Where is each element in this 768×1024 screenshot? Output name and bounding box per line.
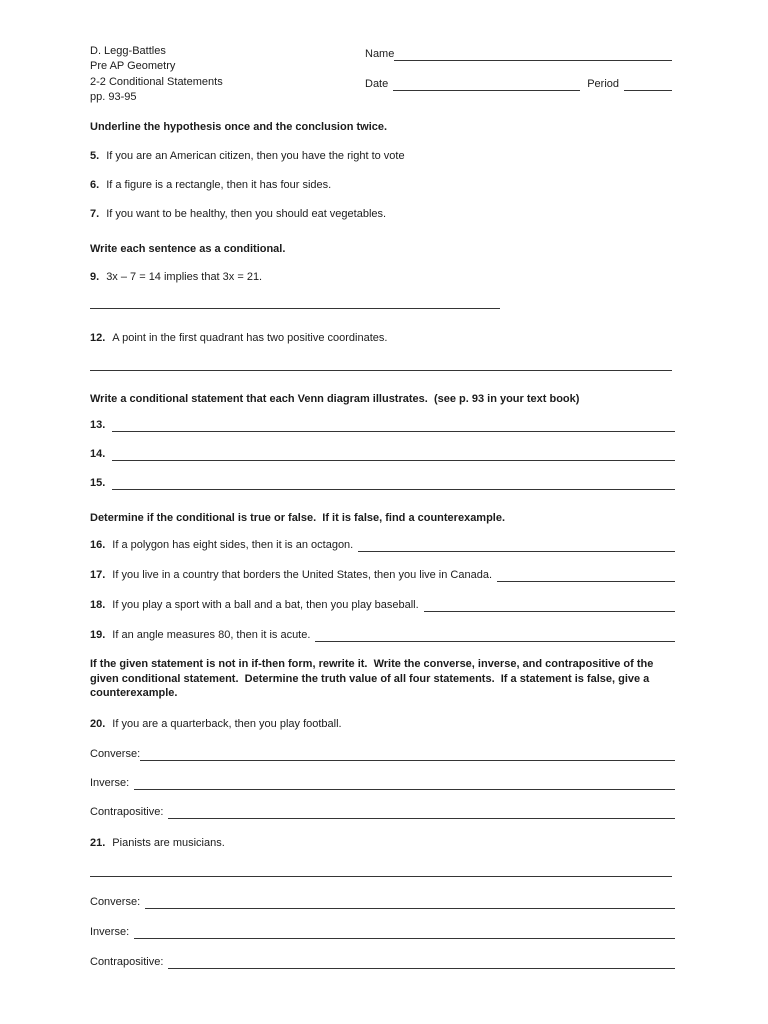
- name-blank-line: [394, 48, 672, 61]
- question-text: A point in the first quadrant has two positive coordinates.: [112, 332, 388, 344]
- header-course: Pre AP Geometry: [90, 60, 176, 73]
- question-17: [90, 567, 675, 582]
- question-text: 3x – 7 = 14 implies that 3x = 21.: [106, 271, 263, 283]
- contrapositive-row-20: [90, 804, 675, 819]
- question-9: [90, 270, 675, 284]
- question-21: [90, 836, 675, 850]
- question-text: If you live in a country that borders the United States, then you live in Canada.: [112, 569, 493, 581]
- question-number: 7.: [90, 208, 100, 220]
- question-number: 19.: [90, 629, 106, 641]
- question-6: [90, 178, 675, 192]
- question-7: [90, 207, 675, 221]
- inverse-label: Inverse:: [90, 926, 130, 938]
- question-text: If you want to be healthy, then you should eat vegetables.: [106, 208, 387, 220]
- header-pages: pp. 93-95: [90, 91, 137, 104]
- question-text: If you are a quarterback, then you play football.: [112, 718, 342, 730]
- contrapositive-label: Contrapositive:: [90, 806, 164, 818]
- section-heading-truefalse: Determine if the conditional is true or false. If it is false, find a counterexample.: [90, 512, 506, 524]
- question-number: 9.: [90, 271, 100, 283]
- name-label: Name: [365, 48, 395, 60]
- question-14: [90, 446, 675, 461]
- converse-row-21: [90, 894, 675, 909]
- inverse-blank-line-21: [134, 926, 675, 939]
- header-left-block: [90, 44, 390, 106]
- question-number: 20.: [90, 718, 106, 730]
- answer-blank-line-16: [358, 539, 675, 552]
- question-number: 14.: [90, 448, 106, 460]
- question-13: [90, 417, 675, 432]
- date-blank-line: [393, 78, 580, 91]
- question-15: [90, 475, 675, 490]
- question-20: [90, 717, 675, 731]
- period-label: Period: [587, 78, 619, 90]
- header-assignment: 2-2 Conditional Statements: [90, 75, 223, 88]
- question-19: [90, 627, 675, 642]
- inverse-row-21: [90, 924, 675, 939]
- question-number: 17.: [90, 569, 106, 581]
- name-row: [365, 46, 672, 61]
- question-text: If you play a sport with a ball and a bat, then you play baseball.: [112, 599, 419, 611]
- inverse-blank-line-20: [134, 777, 675, 790]
- question-number: 13.: [90, 419, 106, 431]
- rewrite-blank-line-21: [90, 876, 672, 877]
- question-text: If a figure is a rectangle, then it has four sides.: [106, 179, 332, 191]
- contrapositive-label: Contrapositive:: [90, 956, 164, 968]
- answer-blank-line-18: [424, 599, 675, 612]
- converse-label: Converse:: [90, 748, 141, 760]
- header-author: D. Legg-Battles: [90, 45, 166, 57]
- section-heading-conditional: Write each sentence as a conditional.: [90, 243, 286, 255]
- question-16: [90, 537, 675, 552]
- contrapositive-blank-line-20: [168, 806, 675, 819]
- answer-blank-line-17: [497, 569, 675, 582]
- converse-label: Converse:: [90, 896, 141, 908]
- converse-blank-line-20: [140, 748, 675, 761]
- question-12: [90, 331, 675, 345]
- answer-blank-line-19: [315, 629, 675, 642]
- answer-blank-line-15: [112, 477, 675, 490]
- question-5: [90, 149, 675, 163]
- question-number: 5.: [90, 150, 100, 162]
- question-number: 15.: [90, 477, 106, 489]
- section-heading-rewrite: If the given statement is not in if-then form, rewrite it. Write the converse, inverse, and contrapositive of the given conditional statement. Determine the truth value of all four statements. If a statement is false, give a counterexample.: [90, 658, 657, 699]
- converse-blank-line-21: [145, 896, 675, 909]
- question-number: 16.: [90, 539, 106, 551]
- answer-blank-line-14: [112, 448, 675, 461]
- question-18: [90, 597, 675, 612]
- question-text: Pianists are musicians.: [112, 837, 225, 849]
- contrapositive-row-21: [90, 954, 675, 969]
- answer-blank-line-13: [112, 419, 675, 432]
- inverse-label: Inverse:: [90, 777, 130, 789]
- inverse-row-20: [90, 775, 675, 790]
- question-number: 6.: [90, 179, 100, 191]
- converse-row-20: [90, 746, 675, 761]
- question-number: 21.: [90, 837, 106, 849]
- period-blank-line: [624, 78, 672, 91]
- answer-blank-line-12: [90, 370, 672, 371]
- date-period-row: [365, 76, 672, 91]
- contrapositive-blank-line-21: [168, 956, 675, 969]
- question-text: If a polygon has eight sides, then it is an octagon.: [112, 539, 354, 551]
- question-number: 12.: [90, 332, 106, 344]
- question-text: If an angle measures 80, then it is acute.: [112, 629, 311, 641]
- date-label: Date: [365, 78, 389, 90]
- question-text: If you are an American citizen, then you have the right to vote: [106, 150, 405, 162]
- section-heading-venn: Write a conditional statement that each Venn diagram illustrates. (see p. 93 in your text book): [90, 393, 580, 405]
- section-heading-underline: Underline the hypothesis once and the conclusion twice.: [90, 121, 388, 133]
- answer-blank-line-9: [90, 308, 500, 309]
- question-number: 18.: [90, 599, 106, 611]
